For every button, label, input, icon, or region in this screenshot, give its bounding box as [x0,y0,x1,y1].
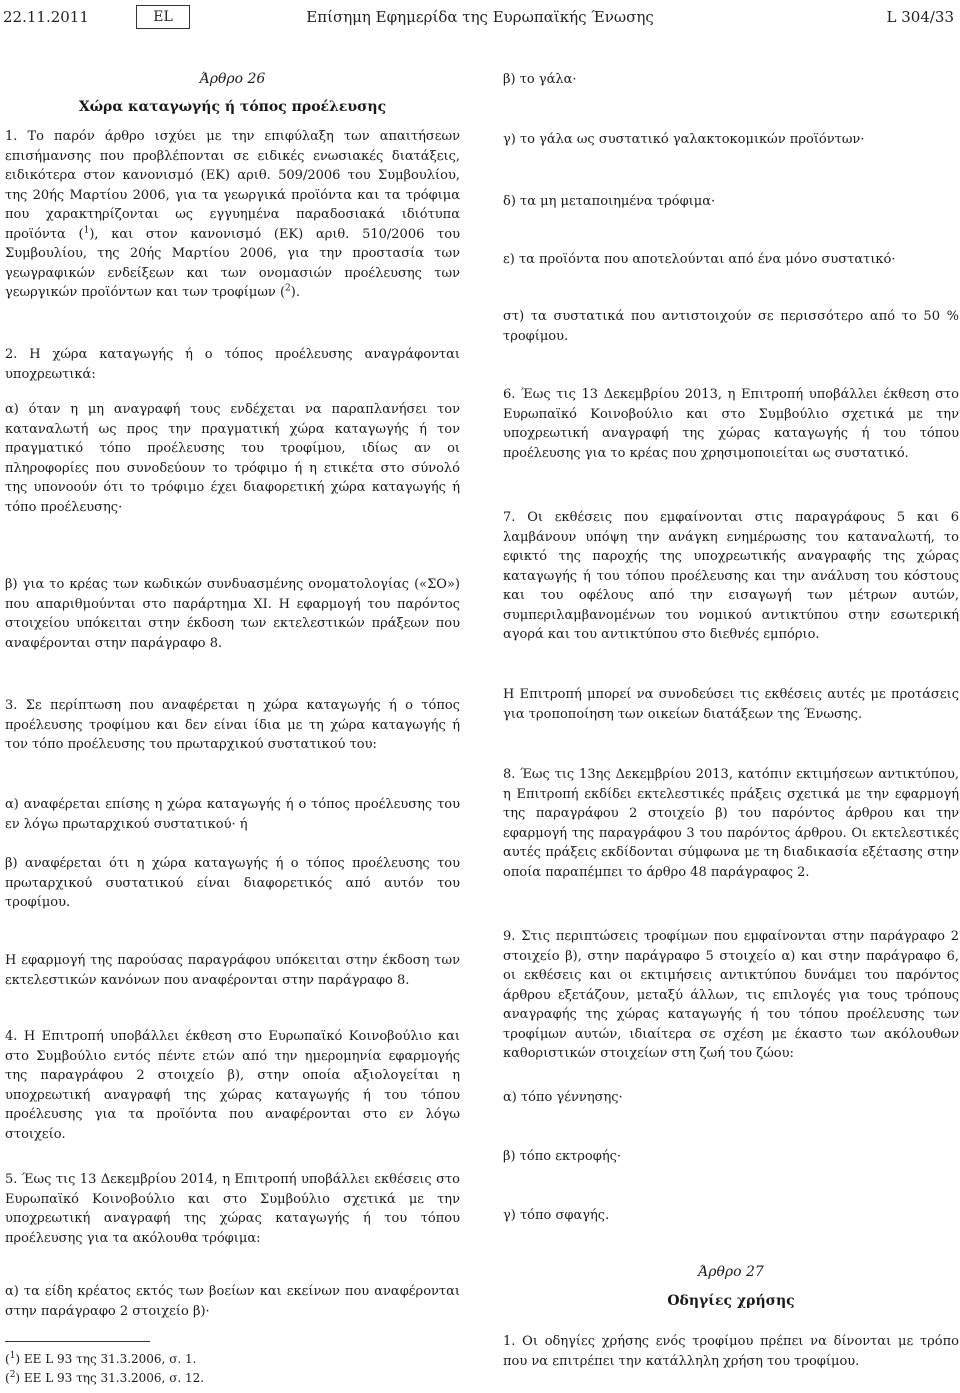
paragraph-9: 9. Στις περιπτώσεις τροφίμων που εμφαίνονται στην παράγραφο 2 στοιχείο β), στην παράγραφο 5 στοιχείο α) και στην παράγραφο 6, οι εκθέσεις και οι εκτιμήσεις αντικτύπου δυνάμει του παρόντος άρθρου εξετάζουν, μεταξύ άλλων, τις επιλογές για τους τρόπους αναγραφής της χώρας καταγωγής ή του τόπου προέλευσης των τροφίμων αυτών, ιδιαίτερα σε σχέση με έκαστο των ακόλουθων καθοριστικών στοιχείων στη ζωή του ζώου: [503,929,959,1061]
paragraph-5: 5. Έως τις 13 Δεκεμβρίου 2014, η Επιτροπή υποβάλλει εκθέσεις στο Ευρωπαϊκό Κοινοβούλιο και στο Συμβούλιο σχετικά με την υποχρεωτική αναγραφή της χώρας καταγωγής ή του τόπου προέλευσης για τα ακόλουθα τρόφιμα: [5,1172,460,1246]
footnote-ref-2: 2 [285,283,291,294]
paragraph-7-note: Η Επιτροπή μπορεί να συνοδεύσει τις εκθέσεις αυτές με προτάσεις για τροποποίηση των οικείων διατάξεων της Ένωσης. [503,687,959,722]
paragraph-9-item-c: γ) τόπο σφαγής. [503,1208,610,1223]
article-27-heading: Οδηγίες χρήσης [667,1293,795,1309]
article-27-paragraph-1: 1. Οι οδηγίες χρήσης ενός τροφίμου πρέπει να δίνονται με τρόπο που να επιτρέπει την κατάλληλη χρήση του τροφίμου. [503,1334,959,1369]
paragraph-2: 2. Η χώρα καταγωγής ή ο τόπος προέλευσης αναγράφονται υποχρεωτικά: [5,347,460,382]
footnote-separator [5,1341,150,1342]
paragraph-6: 6. Έως τις 13 Δεκεμβρίου 2013, η Επιτροπή υποβάλλει έκθεση στο Ευρωπαϊκό Κοινοβούλιο και στο Συμβούλιο σχετικά με την υποχρεωτική αναγραφή της χώρας καταγωγής ή του τόπου προέλευσης για το κρέας που χρησιμοποιείται ως συστατικό. [503,387,959,461]
list-item-b: β) το γάλα· [503,72,577,87]
footnote-ref-1: 1 [83,225,90,236]
paragraph-2-item-a: α) όταν η μη αναγραφή τους ενδέχεται να παραπλανήσει τον καταναλωτή ως προς την πραγματική χώρα καταγωγής ή τον πραγματικό τόπο προέλευσης του τροφίμου, ιδίως αν οι πληροφορίες που συνοδεύουν το τρόφιμο ή η ετικέτα στο σύνολό της υπονοούν ότι το τρόφιμο έχει διαφορετική χώρα καταγωγής ή τόπο προέλευσης· [5,402,460,515]
list-item-e: ε) τα προϊόντα που αποτελούνται από ένα μόνο συστατικό· [503,252,896,267]
paragraph-8: 8. Έως τις 13ης Δεκεμβρίου 2013, κατόπιν εκτιμήσεων αντικτύπου, η Επιτροπή εκδίδει εκτελεστικές πράξεις σχετικά με την εφαρμογή της παραγράφου 2 στοιχείο β) του παρόντος άρθρου και την εφαρμογή της παραγράφου 3 του παρόντος άρθρου. Οι εκτελεστικές αυτές πράξεις εκδίδονται σύμφωνα με τη διαδικασία εξέτασης στην οποία παραπέμπει το άρθρο 48 παράγραφος 2. [503,767,959,880]
page-header [0,0,960,40]
article-27-title: Άρθρο 27 [698,1264,764,1280]
paragraph-3-item-a: α) αναφέρεται επίσης η χώρα καταγωγής ή ο τόπος προέλευσης του εν λόγω πρωταρχικού συστατικού· ή [5,797,460,832]
paragraph-5-item-a: α) τα είδη κρέατος εκτός των βοείων και εκείνων που αναφέρονται στην παράγραφο 2 στοιχείο β)· [5,1284,460,1319]
paragraph-3-note: Η εφαρμογή της παρούσας παραγράφου υπόκειται στην έκδοση των εκτελεστικών κανόνων που αναφέρονται στην παράγραφο 8. [5,953,460,988]
paragraph-1: 1. Το παρόν άρθρο ισχύει με την επιφύλαξη των απαιτήσεων επισήμανσης που προβλέπονται σε ειδικές ενωσιακές διατάξεις, ειδικότερα στον κανονισμό (ΕΚ) αριθ. 509/2006 του Συμβουλίου, της 20ής Μαρτίου 2006, για τα γεωργικά προϊόντα και τα τρόφιμα που χαρακτηρίζονται ως εγγυημένα παραδοσιακά ιδιότυπα προϊόντα ($^1$), και στον κανονισμό (ΕΚ) αριθ. 510/2006 του Συμβουλίου, της 20ής Μαρτίου 2006, για την προστασία των γεωγραφικών ενδείξεων και των ονομασιών προέλευσης των γεωργικών προϊόντων και των τροφίμων ($^2$). [5,129,460,300]
paragraph-9-item-a: α) τόπο γέννησης· [503,1090,623,1105]
header-date: 22.11.2011 [3,8,89,26]
footnote-2: ($^2$) ΕΕ L 93 της 31.3.2006, σ. 12. [5,1370,205,1385]
article-26-heading: Χώρα καταγωγής ή τόπος προέλευσης [78,99,387,115]
journal-title: Επίσημη Εφημερίδα της Ευρωπαϊκής Ένωσης [306,8,654,26]
list-item-d: δ) τα μη μεταποιημένα τρόφιμα· [503,194,716,209]
paragraph-3: 3. Σε περίπτωση που αναφέρεται η χώρα καταγωγής ή ο τόπος προέλευσης τροφίμου και δεν είναι ίδια με τη χώρα καταγωγής ή τον τόπο προέλευσης του πρωταρχικού συστατικού του: [5,698,460,752]
paragraph-2-item-b: β) για το κρέας των κωδικών συνδυασμένης ονοματολογίας («ΣΟ») που απαριθμούνται στο παράρτημα XI. Η εφαρμογή του παρόντος στοιχείου υπόκειται στην έκδοση των εκτελεστικών πράξεων που αναφέρονται στην παράγραφο 8. [5,577,460,651]
list-item-g: γ) το γάλα ως συστατικό γαλακτοκομικών προϊόντων· [503,132,865,147]
page-reference: L 304/33 [886,8,954,26]
article-26-title: Άρθρο 26 [199,71,266,87]
footnote-1: ($^1$) ΕΕ L 93 της 31.3.2006, σ. 1. [5,1351,197,1366]
list-item-st: στ) τα συστατικά που αντιστοιχούν σε περισσότερο από το 50 % τροφίμου. [503,309,959,344]
paragraph-9-item-b: β) τόπο εκτροφής· [503,1149,622,1164]
paragraph-7: 7. Οι εκθέσεις που εμφαίνονται στις παραγράφους 5 και 6 λαμβάνουν υπόψη την ανάγκη ενημέρωσης του καταναλωτή, το εφικτό της παροχής της υποχρεωτικής αναγραφής της χώρας καταγωγής ή του τόπου προέλευσης και την ανάλυση του κόστους και του οφέλους από την εισαγωγή των μέτρων αυτών, συμπεριλαμβανομένων του νομικού αντικτύπου στην εσωτερική αγορά και του αντικτύπου στο διεθνές εμπόριο. [503,510,959,642]
paragraph-4: 4. Η Επιτροπή υποβάλλει έκθεση στο Ευρωπαϊκό Κοινοβούλιο και στο Συμβούλιο εντός πέντε ετών από την ημερομηνία εφαρμογής της παραγράφου 2 στοιχείο β), στην οποία αξιολογείται η υποχρεωτική αναγραφή της χώρας καταγωγής ή του τόπου προέλευσης για τα προϊόντα που αναφέρονται στο εν λόγω στοιχείο. [5,1029,460,1142]
paragraph-3-item-b: β) αναφέρεται ότι η χώρα καταγωγής ή ο τόπος προέλευσης του πρωταρχικού συστατικού είναι διαφορετικός από αυτόν του τροφίμου. [5,856,460,910]
language-code: EL [136,5,190,29]
